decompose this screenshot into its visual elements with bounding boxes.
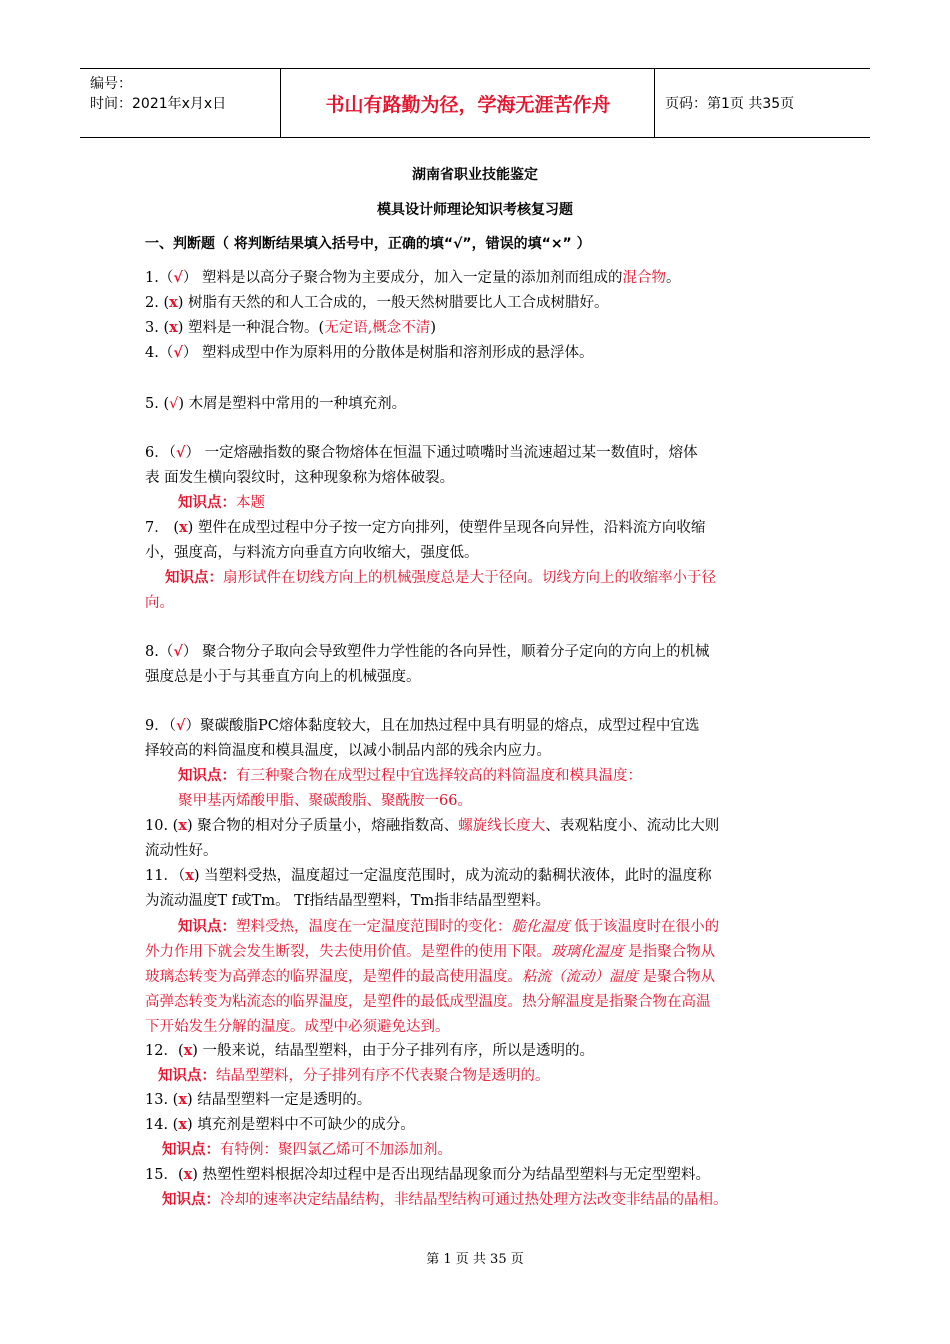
knowledge-point-7: 知识点：扇形试件在切线方向上的机械强度总是大于径向。切线方向上的收缩率小于径 — [165, 570, 716, 586]
question-3: 3. (x) 塑料是一种混合物。(无定语,概念不清) — [145, 319, 436, 336]
knowledge-point-15: 知识点：冷却的速率决定结晶结构，非结晶型结构可通过热处理方法改变非结晶的晶相。 — [162, 1192, 728, 1208]
answer-mark: √ — [173, 344, 183, 361]
question-6-cont: 表 面发生横向裂纹时，这种现象称为熔体破裂。 — [145, 470, 455, 486]
answer-mark: √ — [173, 643, 183, 660]
answer-mark: √ — [175, 444, 186, 461]
answer-mark: x — [185, 867, 194, 884]
knowledge-point-11: 知识点：塑料受热，温度在一定温度范围时的变化：脆化温度 低于该温度时在很小的 — [178, 919, 720, 935]
header-divider — [280, 69, 281, 137]
question-8: 8.（√） 聚合物分子取向会导致塑件力学性能的各向异性，顺着分子定向的方向上的机械 — [145, 643, 710, 660]
knowledge-point-12: 知识点：结晶型塑料，分子排列有序不代表聚合物是透明的。 — [158, 1068, 550, 1084]
answer-mark: x — [178, 817, 187, 834]
page-label-text: 页码：第1页 共35页 — [665, 96, 795, 112]
header-table — [80, 68, 870, 138]
question-12: 12．(x) 一般来说，结晶型塑料，由于分子排列有序，所以是透明的。 — [145, 1042, 595, 1059]
question-15: 15．(x) 热塑性塑料根据冷却过程中是否出现结晶现象而分为结晶型塑料与无定型塑料。 — [145, 1166, 711, 1183]
question-7-cont: 小，强度高，与料流方向垂直方向收缩大，强度低。 — [145, 545, 479, 561]
question-14: 14. (x) 填充剂是塑料中不可缺少的成分。 — [145, 1116, 415, 1133]
question-10: 10. (x) 聚合物的相对分子质量小，熔融指数高、螺旋线长度大、表观粘度小、流动比大则 — [145, 817, 720, 834]
answer-mark: √ — [169, 396, 179, 412]
question-5: 5. (√) 木屑是塑料中常用的一种填充剂。 — [145, 396, 407, 412]
answer-mark: x — [178, 1091, 187, 1108]
answer-mark: x — [169, 294, 178, 311]
question-2: 2. (x) 树脂有天然的和人工合成的，一般天然树腊要比人工合成树腊好。 — [145, 294, 609, 311]
question-9-cont: 择较高的料筒温度和模具温度，以减小制品内部的残余内应力。 — [145, 743, 551, 759]
question-9: 9．（√）聚碳酸脂PC熔体黏度较大，且在加热过程中具有明显的熔点，成型过程中宜选 — [145, 717, 700, 734]
page-footer: 第 1 页 共 35 页 — [426, 1252, 524, 1267]
answer-mark: x — [179, 519, 188, 536]
section-heading: 一、判断题（ 将判断结果填入括号中，正确的填“√”，错误的填“×” ） — [145, 236, 591, 252]
knowledge-point-11-line3: 玻璃态转变为高弹态的临界温度，是塑件的最高使用温度。粘流（流动）温度 是聚合物从 — [145, 969, 716, 985]
answer-mark: x — [183, 1042, 193, 1059]
answer-mark: x — [169, 319, 178, 336]
knowledge-point-9-cont: 聚甲基丙烯酸甲脂、聚碳酸脂、聚酰胺一66。 — [178, 793, 472, 809]
question-13: 13. (x) 结晶型塑料一定是透明的。 — [145, 1091, 372, 1108]
knowledge-point-11-line5: 下开始发生分解的温度。成型中必须避免达到。 — [145, 1019, 450, 1035]
knowledge-point-11-line2: 外力作用下就会发生断裂，失去使用价值。是塑件的使用下限。玻璃化温度 是指聚合物从 — [145, 944, 716, 960]
answer-mark: √ — [175, 717, 186, 734]
question-10-cont: 流动性好。 — [145, 843, 218, 859]
header-divider — [654, 69, 655, 137]
doc-title-2: 模具设计师理论知识考核复习题 — [377, 202, 573, 218]
question-8-cont: 强度总是小于与其垂直方向上的机械强度。 — [145, 669, 421, 685]
answer-mark: √ — [173, 269, 183, 286]
answer-mark: x — [178, 1116, 187, 1133]
question-1: 1.（√） 塑料是以高分子聚合物为主要成分，加入一定量的添加剂而组成的混合物。 — [145, 269, 681, 286]
header-motto: 书山有路勤为径，学海无涯苦作舟 — [325, 93, 611, 116]
knowledge-point-11-line4: 高弹态转变为粘流态的临界温度，是塑件的最低成型温度。热分解温度是指聚合物在高温 — [145, 994, 711, 1010]
question-11-cont: 为流动温度T f或Tm。 Tf指结晶型塑料，Tm指非结晶型塑料。 — [145, 893, 551, 909]
knowledge-point-6: 知识点：本题 — [178, 495, 265, 511]
knowledge-point-9: 知识点：有三种聚合物在成型过程中宜选择较高的料筒温度和模具温度： — [178, 768, 642, 784]
answer-mark: x — [183, 1166, 193, 1183]
header-page-label — [665, 69, 870, 137]
knowledge-point-14: 知识点：有特例：聚四氯乙烯可不加添加剂。 — [162, 1142, 452, 1158]
question-6: 6．（√） 一定熔融指数的聚合物熔体在恒温下通过喷嘴时当流速超过某一数值时，熔体 — [145, 444, 698, 461]
time-label: 时间：2021年x月x日 — [90, 96, 227, 112]
number-label: 编号： — [90, 76, 132, 92]
knowledge-point-7-cont: 向。 — [145, 595, 174, 611]
doc-title-1: 湖南省职业技能鉴定 — [412, 167, 538, 183]
header-left-cell — [80, 69, 280, 137]
question-4: 4.（√） 塑料成型中作为原料用的分散体是树脂和溶剂形成的悬浮体。 — [145, 344, 594, 361]
question-11: 11．（x) 当塑料受热，温度超过一定温度范围时，成为流动的黏稠状液体，此时的温度称 — [145, 867, 712, 884]
question-7: 7． (x) 塑件在成型过程中分子按一定方向排列，使塑件呈现各向异性，沿料流方向收缩 — [145, 519, 706, 536]
